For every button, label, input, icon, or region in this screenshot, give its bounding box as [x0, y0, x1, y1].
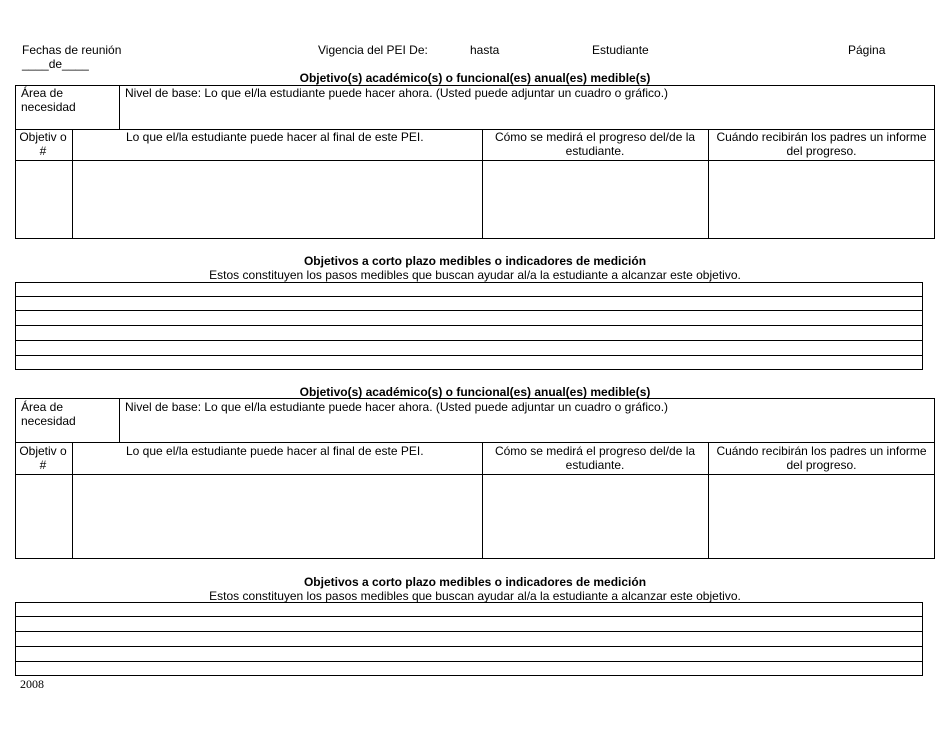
annual-goal-table-1: [15, 85, 935, 239]
area-of-need-label: Área de necesidad: [21, 86, 76, 114]
student-label: Estudiante: [592, 43, 649, 57]
short-term-subtitle-1: Estos constituyen los pasos medibles que buscan ayudar al/a la estudiante a alcanzar este objetivo.: [209, 268, 741, 282]
baseline-label: Nivel de base: Lo que el/la estudiante puede hacer ahora. (Usted puede adjuntar un cuadro o gráfico.): [125, 86, 669, 100]
goal-number-label: Objetiv o #: [19, 130, 67, 158]
page-label: Página: [848, 43, 886, 57]
short-term-title-2: Objetivos a corto plazo medibles o indicadores de medición: [303, 575, 647, 589]
short-term-title-1: Objetivos a corto plazo medibles o indicadores de medición: [303, 254, 647, 268]
area-of-need-label: Área de necesidad: [21, 400, 76, 428]
parent-report-label: Cuándo recibirán los padres un informe del progreso.: [716, 444, 927, 472]
annual-goal-title-1: Objetivo(s) académico(s) o funcional(es) anual(es) medible(s): [299, 71, 651, 85]
meeting-dates-blank[interactable]: ____de____: [22, 57, 89, 71]
baseline-label: Nivel de base: Lo que el/la estudiante puede hacer ahora. (Usted puede adjuntar un cuadro o gráfico.): [125, 400, 669, 414]
until-label: hasta: [470, 43, 500, 57]
short-term-table-2: [15, 602, 923, 676]
short-term-subtitle-2: Estos constituyen los pasos medibles que buscan ayudar al/a la estudiante a alcanzar este objetivo.: [209, 589, 741, 603]
meeting-dates-label: Fechas de reunión: [22, 43, 122, 57]
end-of-iep-label: Lo que el/la estudiante puede hacer al final de este PEI.: [126, 130, 424, 144]
how-measured-label: Cómo se medirá el progreso del/de la estudiante.: [494, 444, 696, 472]
footer-year: 2008: [20, 677, 44, 691]
annual-goal-title-2: Objetivo(s) académico(s) o funcional(es) anual(es) medible(s): [299, 385, 651, 399]
how-measured-label: Cómo se medirá el progreso del/de la estudiante.: [494, 130, 696, 158]
end-of-iep-label: Lo que el/la estudiante puede hacer al final de este PEI.: [126, 444, 424, 458]
iep-validity-label: Vigencia del PEI De:: [318, 43, 428, 57]
annual-goal-table-2: [15, 398, 935, 559]
parent-report-label: Cuándo recibirán los padres un informe del progreso.: [716, 130, 927, 158]
goal-number-label: Objetiv o #: [19, 444, 67, 472]
